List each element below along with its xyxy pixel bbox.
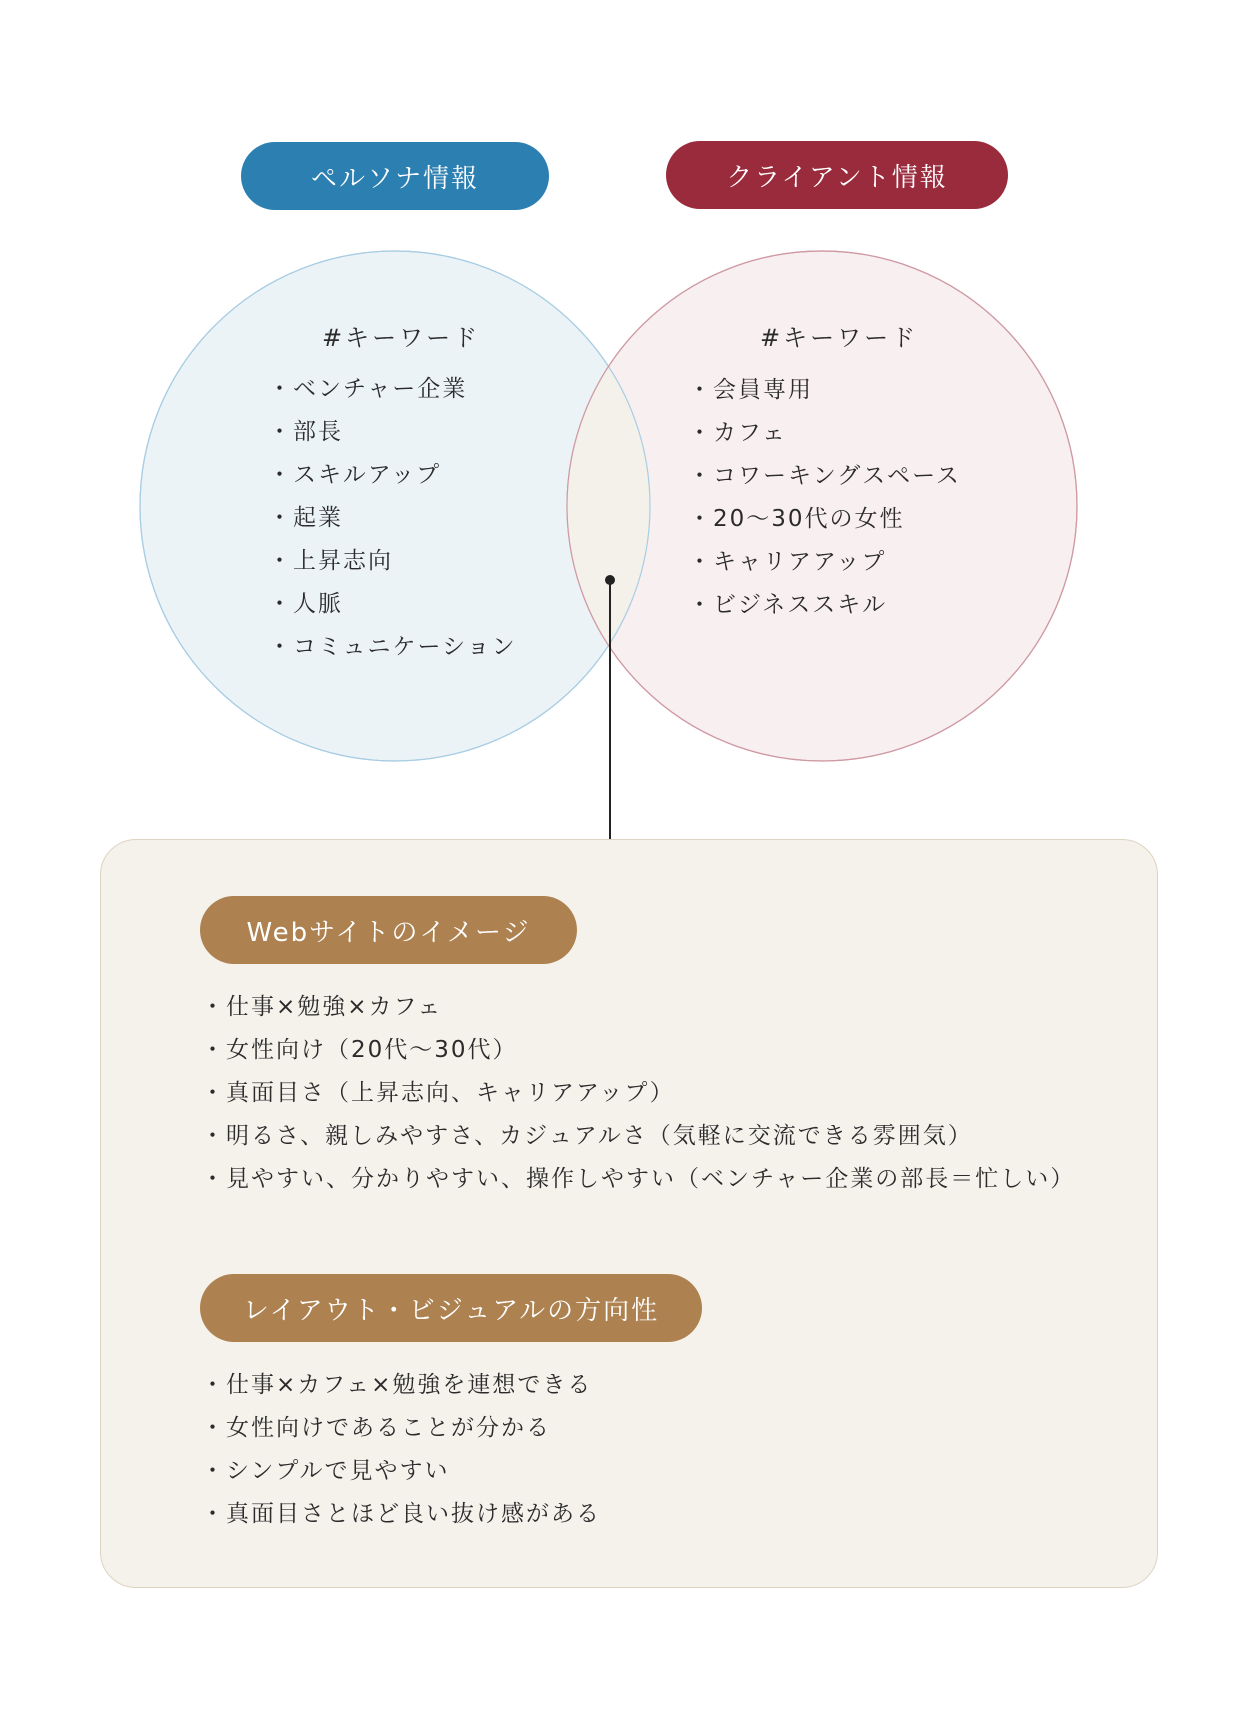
list-item: ・女性向けであることが分かる bbox=[201, 1415, 551, 1441]
list-item: ・キャリアアップ bbox=[688, 549, 887, 575]
list-item: ・スキルアップ bbox=[268, 462, 442, 488]
list-item: ・シンプルで見やすい bbox=[201, 1458, 450, 1484]
list-item: ・ベンチャー企業 bbox=[268, 376, 468, 402]
layout-visual-list bbox=[201, 1364, 601, 1536]
list-item: ・人脈 bbox=[268, 591, 343, 617]
layout-visual-header: レイアウト・ビジュアルの方向性 bbox=[200, 1274, 702, 1342]
list-item: ・女性向け（20代〜30代） bbox=[201, 1037, 518, 1063]
connector-dot bbox=[605, 575, 615, 585]
list-item: ・部長 bbox=[268, 419, 343, 445]
list-item: ・真面目さ（上昇志向、キャリアアップ） bbox=[201, 1080, 675, 1106]
client-header: クライアント情報 bbox=[666, 141, 1008, 209]
list-item: ・仕事×カフェ×勉強を連想できる bbox=[201, 1372, 593, 1398]
list-item: ・起業 bbox=[268, 505, 343, 531]
list-item: ・コワーキングスペース bbox=[688, 463, 961, 489]
persona-keyword-list bbox=[268, 368, 517, 669]
client-keyword-title: #キーワード bbox=[760, 324, 919, 352]
list-item: ・仕事×勉強×カフェ bbox=[201, 994, 443, 1020]
website-image-list bbox=[201, 986, 1075, 1201]
list-item: ・コミュニケーション bbox=[268, 634, 517, 660]
list-item: ・上昇志向 bbox=[268, 548, 393, 574]
list-item: ・会員専用 bbox=[688, 377, 813, 403]
list-item: ・カフェ bbox=[688, 420, 787, 446]
persona-header: ペルソナ情報 bbox=[241, 142, 549, 210]
list-item: ・真面目さとほど良い抜け感がある bbox=[201, 1501, 601, 1527]
persona-keyword-title: #キーワード bbox=[322, 324, 481, 352]
website-image-header: Webサイトのイメージ bbox=[200, 896, 577, 964]
list-item: ・明るさ、親しみやすさ、カジュアルさ（気軽に交流できる雰囲気） bbox=[201, 1123, 973, 1149]
client-keyword-list bbox=[688, 369, 961, 627]
list-item: ・ビジネススキル bbox=[688, 592, 888, 618]
list-item: ・20〜30代の女性 bbox=[688, 506, 905, 532]
list-item: ・見やすい、分かりやすい、操作しやすい（ベンチャー企業の部長＝忙しい） bbox=[201, 1166, 1076, 1192]
